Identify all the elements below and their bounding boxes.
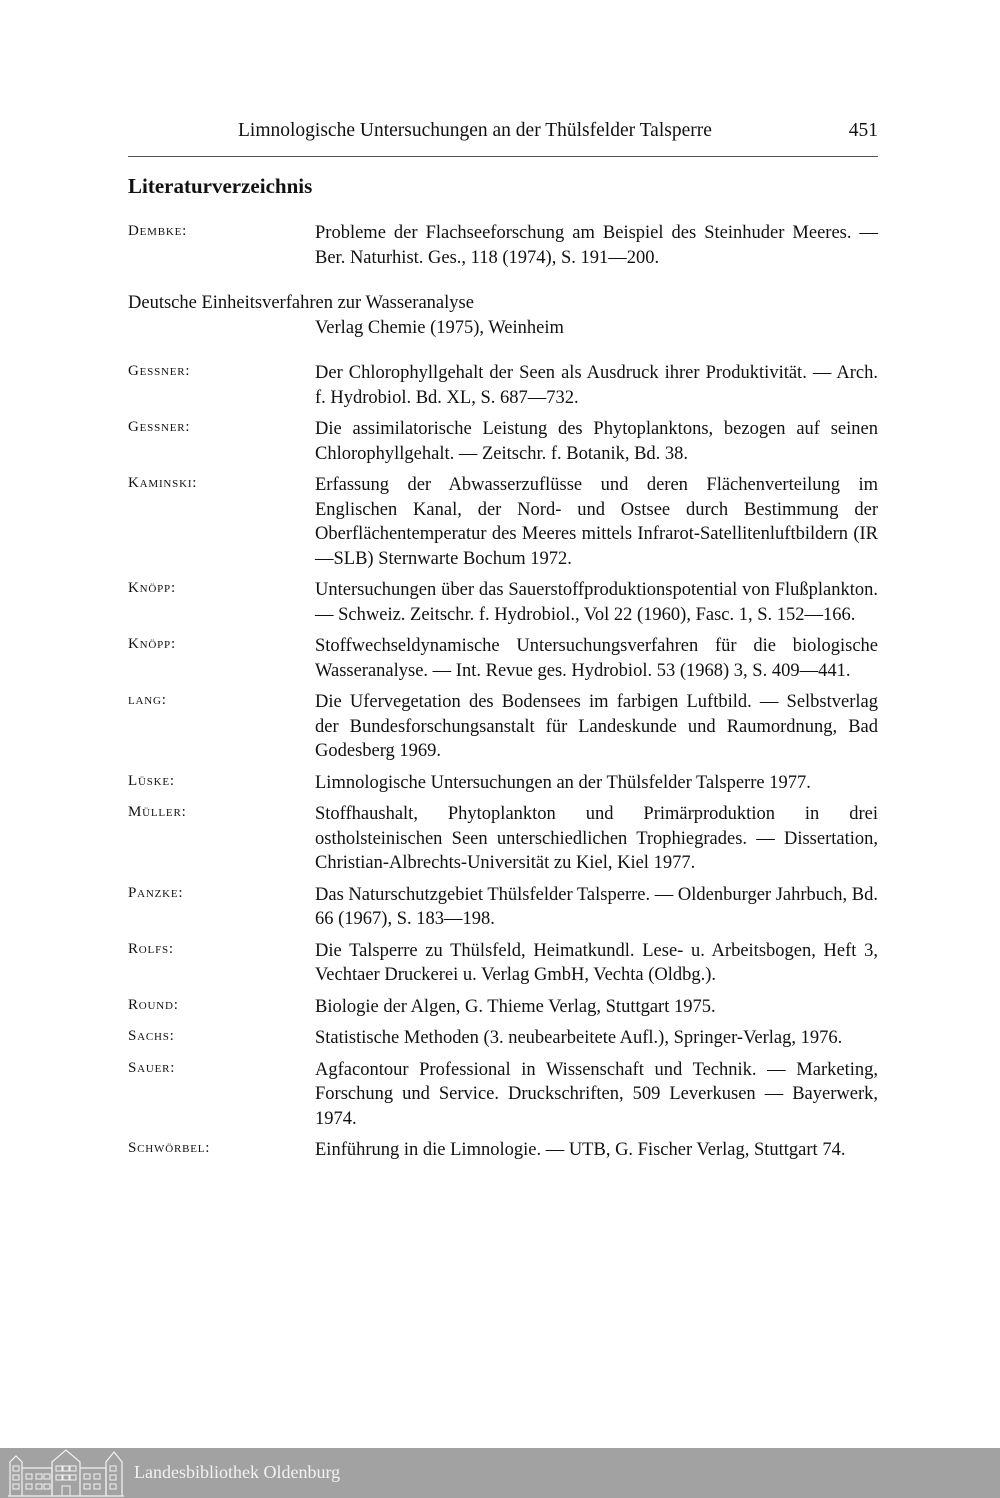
reference-entry — [128, 473, 878, 571]
reference-author: Sachs: — [128, 1028, 175, 1044]
reference-text: Limnologische Untersuchungen an der Thülsfelder Talsperre 1977. — [315, 772, 811, 793]
reference-author: Gessner: — [128, 419, 191, 435]
reference-author: Gessner: — [128, 363, 191, 379]
running-head — [128, 120, 878, 146]
reference-entry — [128, 771, 878, 796]
reference-entry — [128, 939, 878, 988]
reference-author: Knöpp: — [128, 636, 176, 652]
reference-entry — [128, 995, 878, 1020]
reference-text: Stoffwechseldynamische Untersuchungsverfahren für die biologische Wasseranalyse. — Int. Revue ges. Hydrobiol. 53 (1968) 3, S. 409—441. — [315, 636, 878, 681]
reference-author: lang: — [128, 692, 167, 708]
reference-author: Panzke: — [128, 884, 184, 901]
reference-author: Lüske: — [128, 772, 175, 789]
reference-entry — [128, 883, 878, 932]
reference-text: Biologie der Algen, G. Thieme Verlag, Stuttgart 1975. — [315, 996, 716, 1017]
reference-author: Sauer: — [128, 1059, 176, 1076]
reference-text: Untersuchungen über das Sauerstoffproduktionspotential von Flußplankton. — Schweiz. Zeitschr. f. Hydrobiol., Vol 22 (1960), Fasc. 1, S. 152—166. — [315, 580, 878, 625]
reference-entry — [128, 1138, 878, 1163]
reference-text: Erfassung der Abwasserzuflüsse und deren Flächenverteilung im Englischen Kanal, der Nord- und Ostsee durch Bestimmung der Oberflächentemperatur des Meeres mittels Infrarot-Satellitenluftbildern (IR—SLB) Sternwarte Bochum 1972. — [315, 475, 878, 569]
reference-author: Round: — [128, 996, 179, 1013]
reference-author: Rolfs: — [128, 940, 174, 957]
reference-author: Knöpp: — [128, 580, 176, 596]
reference-author: Dembke: — [128, 223, 188, 239]
section-title: Literaturverzeichnis — [128, 174, 313, 198]
reference-entry — [128, 221, 878, 270]
reference-entry — [128, 690, 878, 764]
reference-entry — [128, 1058, 878, 1132]
reference-list — [128, 221, 878, 1170]
reference-author: Schwörbel: — [128, 1140, 211, 1156]
page-number: 451 — [848, 120, 878, 141]
library-footer — [0, 1448, 1000, 1498]
running-title: Limnologische Untersuchungen an der Thülsfelder Talsperre — [238, 120, 712, 141]
reference-entry — [128, 417, 878, 466]
reference-text: Probleme der Flachseeforschung am Beispiel des Steinhuder Meeres. — Ber. Naturhist. Ges., 118 (1974), S. 191—200. — [315, 223, 878, 268]
reference-author: Kaminski: — [128, 475, 198, 491]
reference-text: Das Naturschutzgebiet Thülsfelder Talsperre. — Oldenburger Jahrbuch, Bd. 66 (1967), S. 183—198. — [315, 884, 878, 929]
reference-text: Statistische Methoden (3. neubearbeitete Aufl.), Springer-Verlag, 1976. — [315, 1028, 843, 1048]
library-name: Landesbibliothek Oldenburg — [134, 1462, 341, 1482]
reference-entry — [128, 578, 878, 627]
reference-text: Die assimilatorische Leistung des Phytoplanktons, bezogen auf seinen Chlorophyllgehalt. — Zeitschr. f. Botanik, Bd. 38. — [315, 419, 878, 464]
reference-text: Die Ufervegetation des Bodensees im farbigen Luftbild. — Selbstverlag der Bundesforschungsanstalt für Landeskunde und Raumordnung, Bad Godesberg 1969. — [315, 692, 878, 761]
reference-entry — [128, 634, 878, 683]
reference-text: Agfacontour Professional in Wissenschaft und Technik. — Marketing, Forschung und Service. Druckschriften, 509 Leverkusen — Bayerwerk, 1974. — [315, 1059, 878, 1129]
reference-entry — [128, 361, 878, 410]
reference-text: Verlag Chemie (1975), Weinheim — [315, 317, 564, 338]
reference-author: Müller: — [128, 804, 187, 820]
reference-entry — [128, 291, 878, 340]
header-rule — [128, 156, 878, 157]
reference-entry — [128, 802, 878, 876]
library-building-icon — [6, 1448, 124, 1498]
reference-lead: Deutsche Einheitsverfahren zur Wasseranalyse — [128, 293, 474, 313]
reference-text: Einführung in die Limnologie. — UTB, G. Fischer Verlag, Stuttgart 74. — [315, 1140, 846, 1160]
reference-text: Der Chlorophyllgehalt der Seen als Ausdruck ihrer Produktivität. — Arch. f. Hydrobiol. Bd. XL, S. 687—732. — [315, 363, 878, 408]
reference-text: Stoffhaushalt, Phytoplankton und Primärproduktion in drei ostholsteinischen Seen unterschiedlichen Trophiegrades. — Dissertation, Christian-Albrechts-Universität zu Kiel, Kiel 1977. — [315, 804, 878, 873]
reference-text: Die Talsperre zu Thülsfeld, Heimatkundl. Lese- u. Arbeitsbogen, Heft 3, Vechtaer Druckerei u. Verlag GmbH, Vechta (Oldbg.). — [315, 940, 878, 985]
reference-entry — [128, 1026, 878, 1051]
